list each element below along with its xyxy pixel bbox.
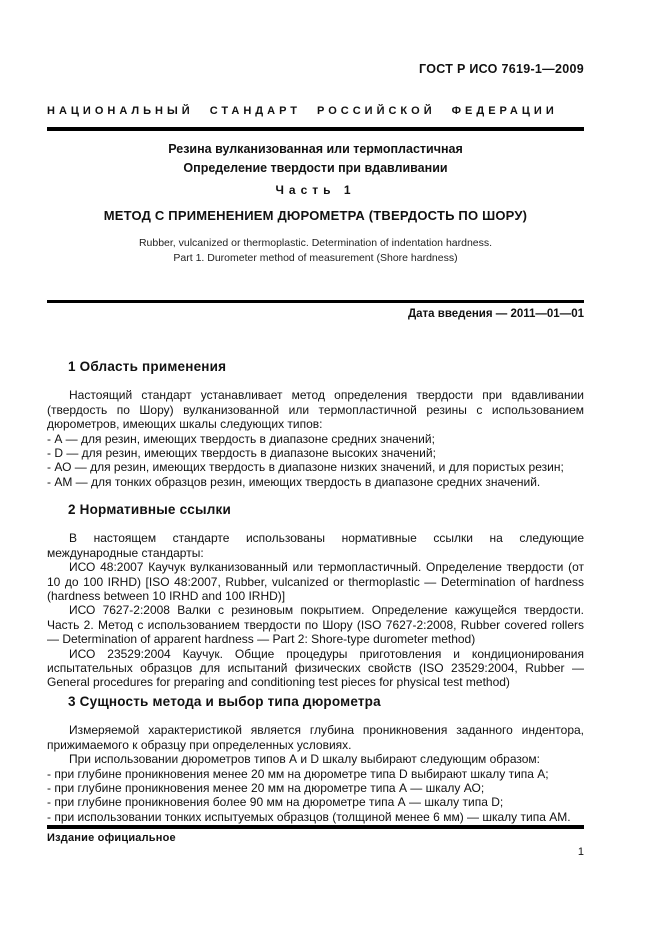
section-normative-references xyxy=(47,503,584,690)
title-english xyxy=(47,236,584,265)
paragraph: При использовании дюрометров типов А и D шкалу выбирают следующим образом: xyxy=(69,752,541,767)
section-method-essence-heading: 3 Сущность метода и выбор типа дюрометра xyxy=(68,694,381,709)
paragraph: В настоящем стандарте использованы нормативные ссылки на следующие международные стандарты: xyxy=(47,531,584,560)
effective-date: Дата введения — 2011—01—01 xyxy=(407,308,584,320)
list-item: - АО — для резин, имеющих твердость в диапазоне низких значений, и для пористых резин; xyxy=(47,460,564,475)
list-item: - при глубине проникновения более 90 мм на дюрометре типа А — шкалу типа D; xyxy=(47,795,504,810)
list-item: - АМ — для тонких образцов резин, имеющих твердость в диапазоне средних значений. xyxy=(47,474,541,489)
title-ru-line1: Резина вулканизованная или термопластичная xyxy=(168,142,463,156)
title-russian xyxy=(47,140,584,178)
title-en-line2: Part 1. Durometer method of measurement (Shore hardness) xyxy=(173,251,458,264)
title-en-line1: Rubber, vulcanized or thermoplastic. Determination of indentation hardness. xyxy=(138,237,493,249)
footer-rule xyxy=(47,825,584,829)
list-item: - при глубине проникновения менее 20 мм на дюрометре типа D выбирают шкалу типа А; xyxy=(47,766,549,781)
section-normative-references-heading: 2 Нормативные ссылки xyxy=(68,502,231,517)
paragraph: ИСО 7627-2:2008 Валки с резиновым покрытием. Определение кажущейся твердости. Часть 2. Метод с использованием твердости по Шору (ISO 7627-2:2008, Rubber covered rollers — Determination of apparent hardness — Part 2: Shore-type durometer method) xyxy=(47,603,584,647)
paragraph: ИСО 23529:2004 Каучук. Общие процедуры приготовления и кондиционирования испытательных образцов для испытаний физических свойств (ISO 23529:2004, Rubber — General procedures for preparing and conditioning test pieces for physical test method) xyxy=(47,646,584,690)
list-item: - при глубине проникновения менее 20 мм на дюрометре типа А — шкалу АО; xyxy=(47,781,485,796)
section-scope xyxy=(47,360,584,489)
list-item: - А — для резин, имеющих твердость в диапазоне средних значений; xyxy=(47,431,435,446)
edition-note: Издание официальное xyxy=(47,832,176,844)
method-title: МЕТОД С ПРИМЕНЕНИЕМ ДЮРОМЕТРА (ТВЕРДОСТЬ ПО ШОРУ) xyxy=(103,208,528,223)
paragraph: ИСО 48:2007 Каучук вулканизованный или термопластичный. Определение твердости (от 10 до 100 IRHD) [ISO 48:2007, Rubber, vulcanized or thermoplastic — Determination of hardness (hardness between 10 IRHD and 100 IRHD)] xyxy=(47,560,584,604)
part-label: Часть 1 xyxy=(275,183,356,197)
national-standard-banner: НАЦИОНАЛЬНЫЙ СТАНДАРТ РОССИЙСКОЙ ФЕДЕРАЦИИ xyxy=(47,105,558,117)
header-rule xyxy=(47,127,584,131)
title-ru-line2: Определение твердости при вдавливании xyxy=(183,161,448,175)
paragraph: Настоящий стандарт устанавливает метод определения твердости при вдавливании (твердость по Шору) вулканизованной или термопластичной резины с использованием дюрометров, имеющих шкалы следующих типов: xyxy=(47,388,584,432)
list-item: - при использовании тонких испытуемых образцов (толщиной менее 6 мм) — шкалу типа АМ. xyxy=(47,809,571,824)
page-number: 1 xyxy=(577,846,584,858)
section-method-essence xyxy=(47,695,584,824)
paragraph: Измеряемой характеристикой является глубина проникновения заданного индентора, прижимаемого к образцу при определенных условиях. xyxy=(47,723,584,752)
doc-code: ГОСТ Р ИСО 7619-1—2009 xyxy=(418,62,584,76)
section-scope-heading: 1 Область применения xyxy=(68,359,227,374)
list-item: - D — для резин, имеющих твердость в диапазоне высоких значений; xyxy=(47,446,436,461)
date-rule xyxy=(47,300,584,303)
